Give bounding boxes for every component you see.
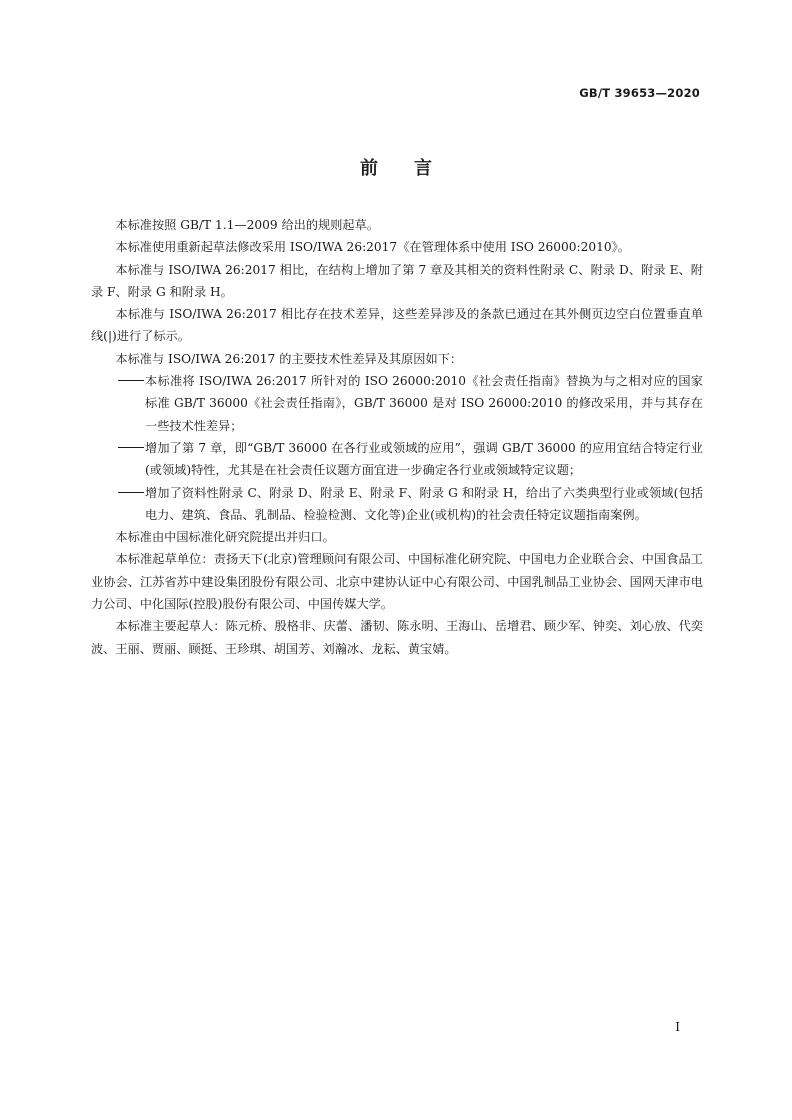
paragraph-proposer: 本标准由中国标准化研究院提出并归口。: [115, 530, 335, 545]
paragraph-drafters: 本标准主要起草人：陈元桥、殷格非、庆蕾、潘韧、陈永明、王海山、岳增君、顾少军、钟奕、刘心放、代奕波、王丽、贾丽、顾挺、王珍琪、胡国芳、刘瀚冰、龙耘、黄宝婧。: [91, 619, 703, 656]
em-dash-marker: [118, 447, 144, 448]
standard-code: GB/T 39653—2020: [579, 86, 700, 100]
difference-text: 增加了第 7 章，即“GB/T 36000 在各行业或领域的应用”，强调 GB/T 36000 的应用宜结合特定行业(或领域)特性，尤其是在社会责任议题方面宜进一步确定各行业或领域特定议题；: [145, 440, 703, 478]
difference-text: 本标准将 ISO/IWA 26:2017 所针对的 ISO 26000:2010《社会责任指南》替换为与之相对应的国家标准 GB/T 36000《社会责任指南》，GB/T 36000 是对 ISO 26000:2010 的修改采用，并与其存在一些技术性差异；: [145, 374, 703, 433]
paragraph-drafting-units: 本标准起草单位：责扬天下(北京)管理顾问有限公司、中国标准化研究院、中国电力企业联合会、中国食品工业协会、江苏省苏中建设集团股份有限公司、北京中建协认证中心有限公司、中国乳制品工业协会、国网天津市电力公司、中化国际(控股)股份有限公司、中国传媒大学。: [91, 552, 703, 612]
difference-text: 增加了资料性附录 C、附录 D、附录 E、附录 F、附录 G 和附录 H，给出了六类典型行业或领域(包括电力、建筑、食品、乳制品、检验检测、文化等)企业(或机构)的社会责任特定议题指南案例。: [145, 485, 703, 522]
em-dash-marker: [118, 380, 144, 381]
difference-item: [91, 437, 703, 482]
paragraph-drafting-rules: 本标准按照 GB/T 1.1—2009 给出的规则起草。: [115, 218, 379, 232]
page-title: 前言: [360, 158, 468, 179]
paragraph-structure: 本标准与 ISO/IWA 26:2017 相比，在结构上增加了第 7 章及其相关的资料性附录 C、附录 D、附录 E、附录 F、附录 G 和附录 H。: [91, 262, 703, 299]
em-dash-marker: [118, 492, 144, 493]
foreword-body: [91, 214, 703, 660]
paragraph-technical-deviations: 本标准与 ISO/IWA 26:2017 相比存在技术差异，这些差异涉及的条款已通过在其外侧页边空白位置垂直单线(|)进行了标示。: [91, 307, 703, 344]
page-number: I: [675, 1020, 680, 1034]
paragraph-differences-intro: 本标准与 ISO/IWA 26:2017 的主要技术性差异及其原因如下：: [115, 351, 463, 366]
difference-item: [91, 370, 703, 437]
difference-item: [91, 482, 703, 527]
paragraph-adoption: 本标准使用重新起草法修改采用 ISO/IWA 26:2017《在管理体系中使用 ISO 26000:2010》。: [115, 240, 630, 255]
